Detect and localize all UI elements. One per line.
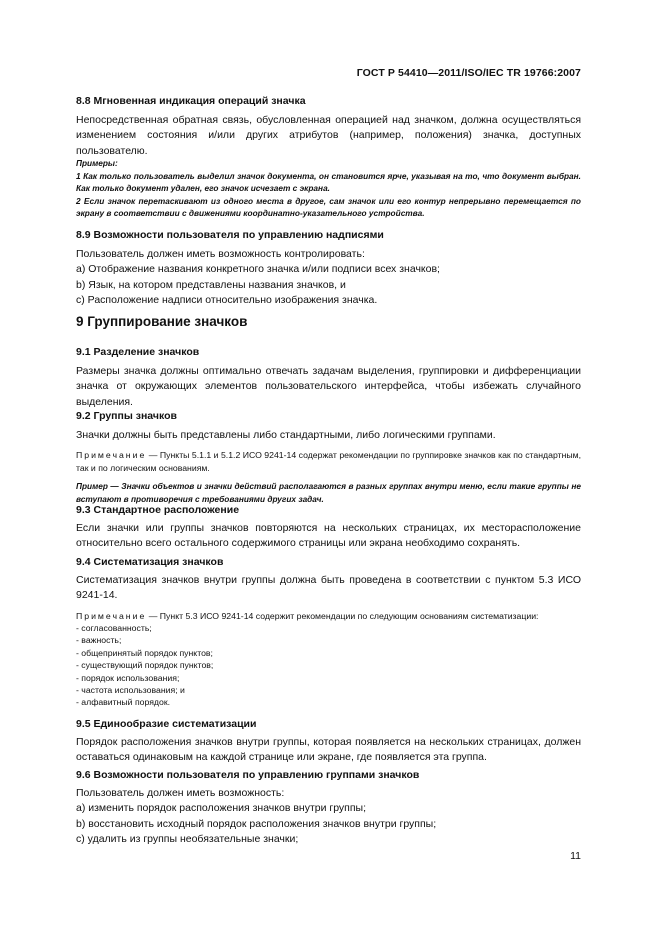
list-item: - согласованность; xyxy=(76,623,152,633)
list xyxy=(76,622,581,709)
list-item: - важность; xyxy=(76,635,122,646)
list-item: c) Расположение надписи относительно изображения значка. xyxy=(76,294,378,306)
note-text: — Пункт 5.3 ИСО 9241-14 содержит рекомендации по следующим основаниям систематизации: xyxy=(146,610,539,621)
examples-label: Примеры: xyxy=(76,158,118,168)
section-heading: 8.9 Возможности пользователя по управлению надписями xyxy=(76,229,384,241)
examples-8-8 xyxy=(76,157,581,220)
list-item: - частота использования; и xyxy=(76,685,185,696)
section-9-3 xyxy=(76,503,581,552)
document-header: ГОСТ Р 54410—2011/ISO/IEC TR 19766:2007 xyxy=(356,67,581,79)
paragraph: Пользователь должен иметь возможность: xyxy=(76,786,285,799)
list-item: - существующий порядок пунктов; xyxy=(76,660,214,671)
note-label: Примечание xyxy=(76,450,147,460)
paragraph: Значки должны быть представлены либо стандартными, либо логическими группами. xyxy=(76,428,496,441)
section-heading: 9.3 Стандартное расположение xyxy=(76,504,240,516)
example: Пример — Значки объектов и значки действий располагаются в разных группах внутри меню, если такие группы не вступают в противоречия с требованиями других задач. xyxy=(76,481,581,504)
list-item: a) Отображение названия конкретного значка и/или подписи всех значков; xyxy=(76,263,440,275)
section-heading: 9.2 Группы значков xyxy=(76,410,177,422)
list-item: - алфавитный порядок. xyxy=(76,697,171,708)
section-heading: 9.6 Возможности пользователя по управлению группами значков xyxy=(76,769,420,781)
list-item: b) Язык, на котором представлены названия значков, и xyxy=(76,278,346,291)
note xyxy=(76,449,581,474)
list-item: - общепринятый порядок пунктов; xyxy=(76,647,213,658)
paragraph: Пользователь должен иметь возможность контролировать: xyxy=(76,247,365,260)
list-item: b) восстановить исходный порядок расположения значков внутри группы; xyxy=(76,817,437,830)
note xyxy=(76,610,581,623)
page-number: 11 xyxy=(570,850,581,862)
note-label: Примечание xyxy=(76,610,147,621)
paragraph: Размеры значка должны оптимально отвечать задачам выделения, группировки и дифференциации значка от окружающих элементов пользовательского интерфейса, чтобы избежать случайного выделения. xyxy=(76,364,581,408)
section-9-1 xyxy=(76,345,581,410)
section-heading: 8.8 Мгновенная индикация операций значка xyxy=(76,95,306,107)
section-9-2 xyxy=(76,409,581,505)
section-heading: 9.5 Единообразие систематизации xyxy=(76,718,257,730)
section-9-5 xyxy=(76,717,581,766)
paragraph: Порядок расположения значков внутри группы, которая появляется на нескольких страницах, должен оставаться одинаковым на каждой странице или экране, где появляется эта группа. xyxy=(76,735,581,763)
section-8-9 xyxy=(76,228,581,309)
section-heading: 9.4 Систематизация значков xyxy=(76,556,224,568)
chapter-9 xyxy=(76,314,581,330)
list-item: - порядок использования; xyxy=(76,672,180,683)
list-item: c) удалить из группы необязательные значки; xyxy=(76,833,299,845)
paragraph: Если значки или группы значков повторяются на нескольких страницах, их месторасположение относительно всего остального содержимого страницы или экрана необходимо сохранять. xyxy=(76,521,581,549)
chapter-heading: 9 Группирование значков xyxy=(76,314,248,329)
paragraph: Систематизация значков внутри группы должна быть проведена в соответствии с пунктом 5.3 ИСО 9241-14. xyxy=(76,573,581,601)
section-9-4 xyxy=(76,555,581,709)
section-heading: 9.1 Разделение значков xyxy=(76,346,200,358)
section-9-6 xyxy=(76,768,581,848)
note-text: — Пункты 5.1.1 и 5.1.2 ИСО 9241-14 содержат рекомендации по группировке значков как по стандартным, так и по логическим основаниям. xyxy=(76,450,581,473)
paragraph: Непосредственная обратная связь, обусловленная операцией над значком, должна осуществляться изменением состояния и/или других атрибутов (например, положения) значка, доступных пользователю. xyxy=(76,113,581,157)
example-1: 1 Как только пользователь выделил значок документа, он становится ярче, указывая на то, что документ выбран. Как только документ удален, его значок исчезает с экрана. xyxy=(76,170,581,193)
list-item: a) изменить порядок расположения значков внутри группы; xyxy=(76,802,367,814)
section-8-8 xyxy=(76,94,581,159)
example-2: 2 Если значок перетаскивают из одного места в другое, сам значок или его контур непрерывно перемещается по экрану в соответствии с движениями координатно-указательного устройства. xyxy=(76,195,581,218)
